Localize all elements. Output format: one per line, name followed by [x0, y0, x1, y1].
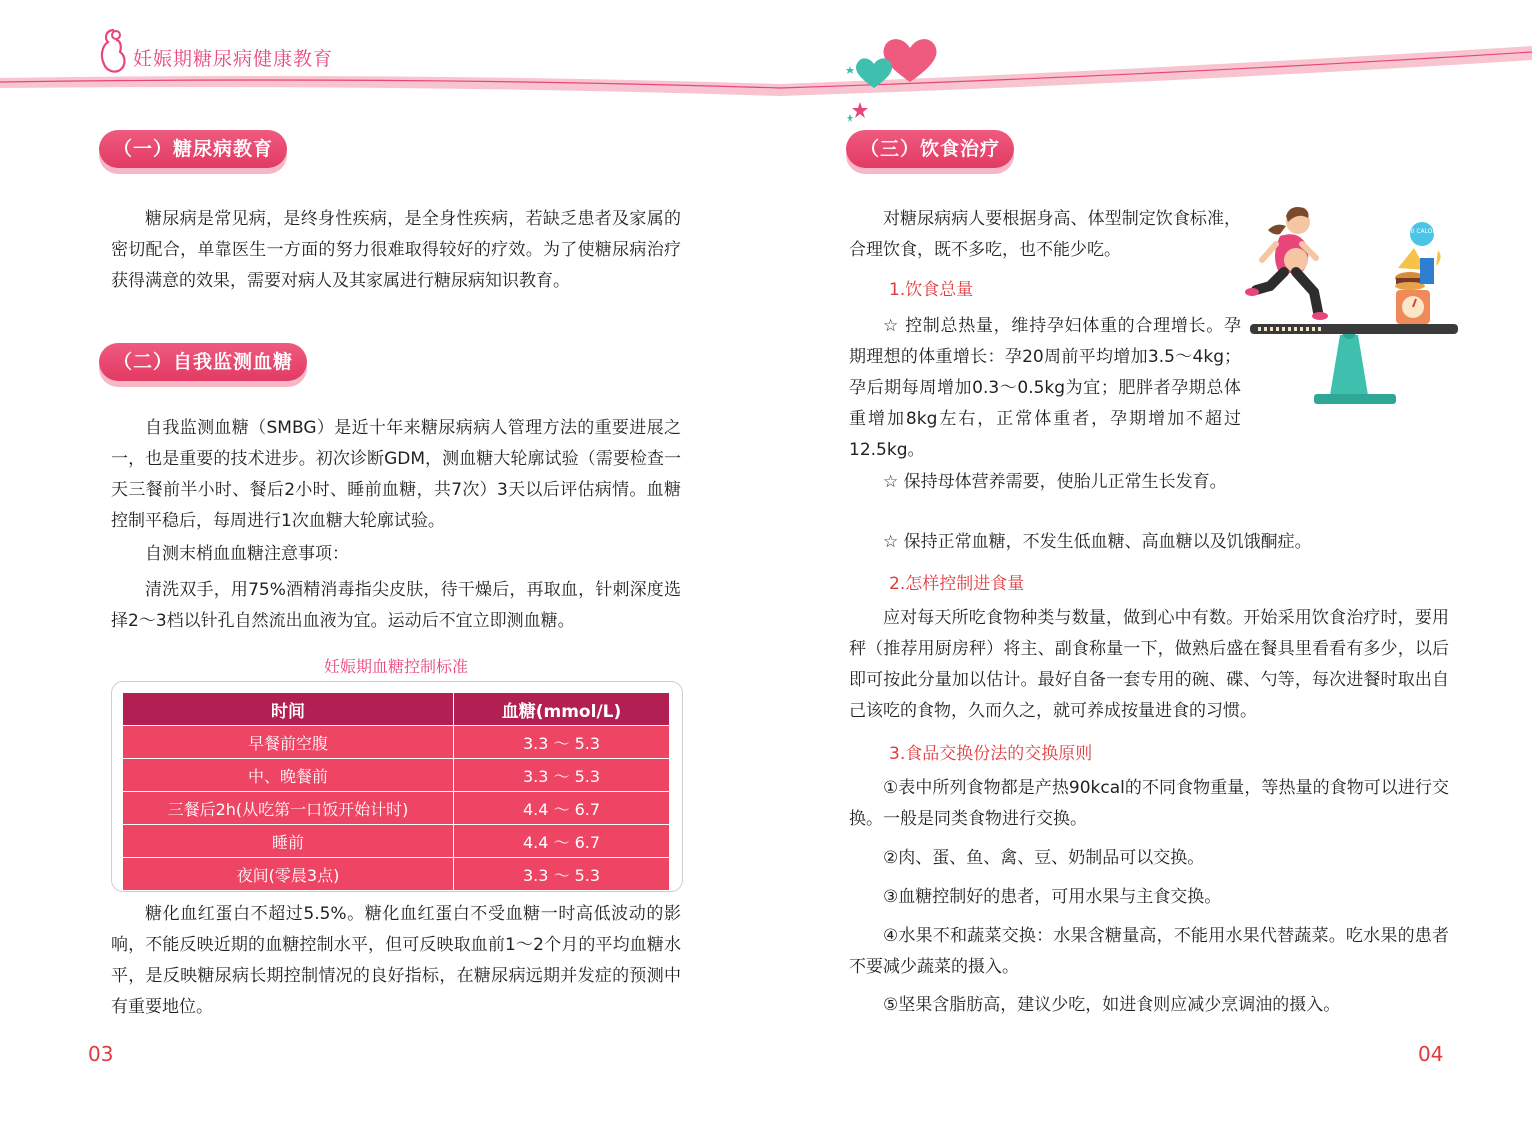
table-header-cell: 血糖(mmol/L) [454, 693, 670, 726]
section3-title: （三）饮食治疗 [846, 130, 1014, 168]
subheading-1: 1.饮食总量 [889, 280, 974, 300]
table-cell: 中、晚餐前 [123, 759, 454, 792]
calorie-bubble-label: +470 CALORIES [1397, 228, 1447, 235]
table-cell: 睡前 [123, 825, 454, 858]
exchange-item-2: ②肉、蛋、鱼、禽、豆、奶制品可以交换。 [883, 848, 1205, 868]
table-header-row [123, 693, 670, 726]
subheading-3: 3.食品交换份法的交换原则 [889, 744, 1093, 764]
section2-text3: 清洗双手，用75%酒精消毒指尖皮肤，待干燥后，再取血，针刺深度选择2～3档以针孔自然流出血液为宜。运动后不宜立即测血糖。 [111, 580, 681, 631]
table-row [123, 858, 670, 891]
section1-text: 糖尿病是常见病，是终身性疾病，是全身性疾病，若缺乏患者及家属的密切配合，单靠医生一方面的努力很难取得较好的疗效。为了使糖尿病治疗获得满意的效果，需要对病人及其家属进行糖尿病知识教育。 [111, 209, 681, 291]
star-item-2: ☆ 保持母体营养需要，使胎儿正常生长发育。 [883, 472, 1227, 492]
control-intake-text: 应对每天所吃食物种类与数量，做到心中有数。开始采用饮食治疗时，要用秤（推荐用厨房秤）将主、副食称量一下，做熟后盛在餐具里看看有多少，以后即可按此分量加以估计。最好自备一套专用的碗、碟、勺等，每次进餐时取出自己该吃的食物，久而久之，就可养成按量进食的习惯。 [849, 608, 1449, 721]
exchange-item-1: ①表中所列食物都是产热90kcal的不同食物重量，等热量的食物可以进行交换。一般是同类食物进行交换。 [849, 778, 1449, 829]
table-header-cell: 时间 [123, 693, 454, 726]
page-number-left: 03 [88, 1042, 114, 1066]
table-cell: 夜间(零晨3点) [123, 858, 454, 891]
table-cell: 3.3 ～ 5.3 [454, 726, 670, 759]
glucose-table [122, 692, 670, 891]
section1-title: （一）糖尿病教育 [99, 130, 287, 168]
section2-text2: 自测末梢血血糖注意事项： [145, 544, 349, 564]
table-row [123, 825, 670, 858]
table-cell: 3.3 ～ 5.3 [454, 759, 670, 792]
table-row [123, 726, 670, 759]
section3-intro: 对糖尿病病人要根据身高、体型制定饮食标准，合理饮食，既不多吃，也不能少吃。 [849, 209, 1241, 260]
star-item-3: ☆ 保持正常血糖，不发生低血糖、高血糖以及饥饿酮症。 [883, 532, 1312, 552]
table-row [123, 759, 670, 792]
page-number-right: 04 [1418, 1042, 1444, 1066]
exchange-item-3: ③血糖控制好的患者，可用水果与主食交换。 [883, 887, 1222, 907]
table-cell: 早餐前空腹 [123, 726, 454, 759]
section2-text4: 糖化血红蛋白不超过5.5%。糖化血红蛋白不受血糖一时高低波动的影响，不能反映近期的血糖控制水平，但可反映取血前1～2个月的平均血糖水平，是反映糖尿病长期控制情况的良好指标，在糖尿病远期并发症的预测中有重要地位。 [111, 904, 681, 1017]
header-title: 妊娠期糖尿病健康教育 [133, 48, 334, 70]
star-item-1: ☆ 控制总热量，维持孕妇体重的合理增长。孕期理想的体重增长：孕20周前平均增加3.5～4kg；孕后期每周增加0.3～0.5kg为宜；肥胖者孕期总体重增加8kg左右，正常体重者，孕期增加不超过12.5kg。 [849, 316, 1241, 460]
exchange-item-5: ⑤坚果含脂肪高，建议少吃，如进食则应减少烹调油的摄入。 [883, 995, 1341, 1015]
table-caption: 妊娠期血糖控制标准 [323, 657, 468, 676]
section2-text1: 自我监测血糖（SMBG）是近十年来糖尿病病人管理方法的重要进展之一，也是重要的技术进步。初次诊断GDM，测血糖大轮廓试验（需要检查一天三餐前半小时、餐后2小时、睡前血糖，共7次）3天以后评估病情。血糖控制平稳后，每周进行1次血糖大轮廓试验。 [111, 418, 681, 531]
running-woman-scale-illustration [1240, 200, 1465, 410]
table-cell: 4.4 ～ 6.7 [454, 792, 670, 825]
exchange-item-4: ④水果不和蔬菜交换：水果含糖量高，不能用水果代替蔬菜。吃水果的患者不要减少蔬菜的摄入。 [849, 926, 1449, 977]
table-row [123, 792, 670, 825]
glucose-table-frame [111, 681, 683, 892]
hearts-decoration-icon [840, 30, 950, 125]
table-cell: 三餐后2h(从吃第一口饭开始计时) [123, 792, 454, 825]
section2-title: （二）自我监测血糖 [99, 343, 307, 381]
subheading-2: 2.怎样控制进食量 [889, 574, 1025, 594]
table-cell: 3.3 ～ 5.3 [454, 858, 670, 891]
table-cell: 4.4 ～ 6.7 [454, 825, 670, 858]
pregnant-woman-logo-icon [96, 26, 132, 76]
